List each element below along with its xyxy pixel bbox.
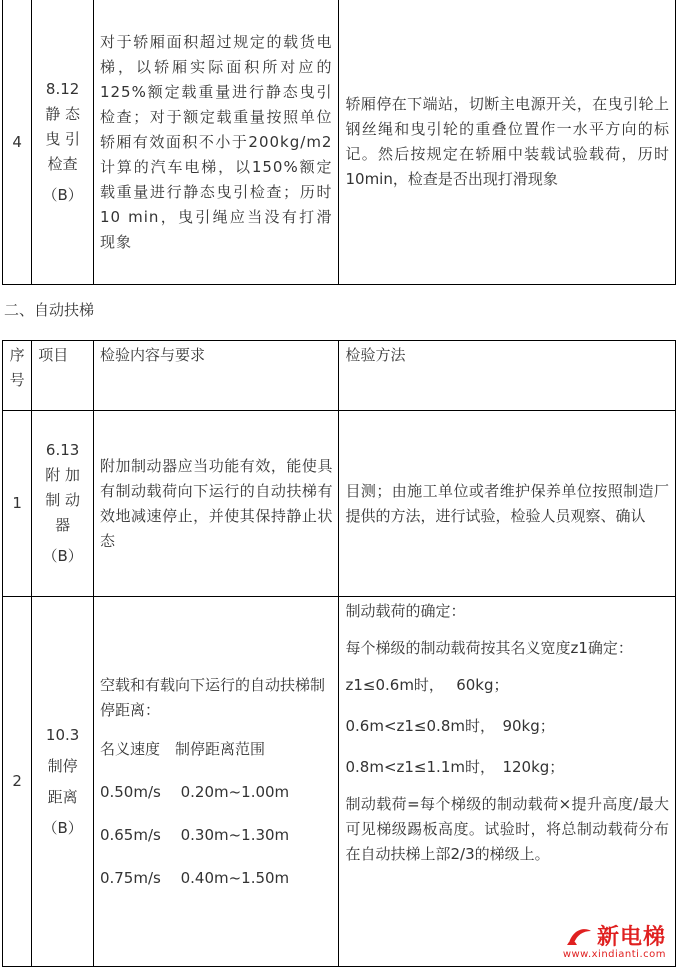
elevator-logo-icon <box>565 925 593 947</box>
elevator-inspection-table <box>2 0 676 285</box>
header-content: 检验内容与要求 <box>93 341 339 411</box>
method-cell <box>339 597 676 967</box>
table-row <box>3 597 676 967</box>
method-line: 每个梯级的制动载荷按其名义宽度z1确定： <box>345 639 633 657</box>
watermark <box>563 920 666 960</box>
escalator-inspection-table <box>2 340 676 967</box>
table-row <box>3 411 676 597</box>
item-code: 8.12 <box>45 79 80 98</box>
content-cell: 附加制动器应当功能有效，能使具有制动载荷向下运行的自动扶梯有效地减速停止，并使其保持静止状态 <box>93 411 339 597</box>
method-cell: 轿厢停在下端站，切断主电源开关，在曳引轮上钢丝绳和曳引轮的重叠位置作一水平方向的标记。然后按规定在轿厢中装载试验载荷，历时10min，检查是否出现打滑现象 <box>339 0 676 285</box>
item-code: 10.3 <box>45 725 80 744</box>
header-item: 项目 <box>32 341 94 411</box>
item-name-line: 制 动 <box>45 491 80 509</box>
header-method: 检验方法 <box>339 341 676 411</box>
method-line: 制动载荷的确定： <box>345 602 466 620</box>
item-name-line: 器 <box>55 516 71 534</box>
speed-row: 0.65m/s 0.30m~1.30m <box>99 825 290 844</box>
item-name-line: 附 加 <box>45 466 80 484</box>
content-cell: 对于轿厢面积超过规定的载货电梯，以轿厢实际面积所对应的125%额定载重量进行静态曳引检查；对于额定载重量按照单位轿厢有效面积不小于200kg/m2计算的汽车电梯，以150%额定载重量进行静态曳引检查；历时10 min，曳引绳应当没有打滑现象 <box>93 0 339 285</box>
method-line: 0.8m<z1≤1.1m时， 120kg； <box>345 758 565 776</box>
content-intro: 空载和有载向下运行的自动扶梯制停距离： <box>99 675 325 719</box>
speed-row: 0.50m/s 0.20m~1.00m <box>99 782 290 801</box>
item-name-line: 检查 <box>47 154 78 173</box>
item-grade: （B） <box>42 818 83 837</box>
item-cell <box>32 411 94 597</box>
method-line: z1≤0.6m时， 60kg； <box>345 676 509 694</box>
watermark-url: www.xindianti.com <box>562 949 666 960</box>
table-header-row <box>3 341 676 411</box>
watermark-text: 新电梯 <box>596 925 666 950</box>
content-cell <box>93 597 339 967</box>
item-cell <box>32 597 94 967</box>
method-cell: 目测；由施工单位或者维护保养单位按照制造厂提供的方法，进行试验，检验人员观察、确认 <box>339 411 676 597</box>
item-grade: （B） <box>42 185 83 204</box>
item-name-line: 制停 <box>47 756 78 775</box>
section-title: 二、自动扶梯 <box>4 301 95 319</box>
item-name-line: 静 态 <box>45 104 80 123</box>
table-row <box>3 0 676 285</box>
row-number: 4 <box>3 0 32 285</box>
header-no: 序号 <box>3 341 32 411</box>
speed-header: 名义速度 制停距离范围 <box>99 739 265 758</box>
item-name-line: 距离 <box>47 787 78 806</box>
item-cell <box>32 0 94 285</box>
item-name-line: 曳 引 <box>45 129 80 148</box>
speed-row: 0.75m/s 0.40m~1.50m <box>99 868 290 887</box>
row-number: 1 <box>3 411 32 597</box>
method-line: 制动载荷=每个梯级的制动载荷×提升高度/最大可见梯级踢板高度。试验时，将总制动载荷分布在自动扶梯上部2/3的梯级上。 <box>345 795 669 863</box>
item-grade: （B） <box>42 547 83 565</box>
row-number: 2 <box>3 597 32 967</box>
item-code: 6.13 <box>45 441 80 459</box>
method-line: 0.6m<z1≤0.8m时， 90kg； <box>345 717 555 735</box>
